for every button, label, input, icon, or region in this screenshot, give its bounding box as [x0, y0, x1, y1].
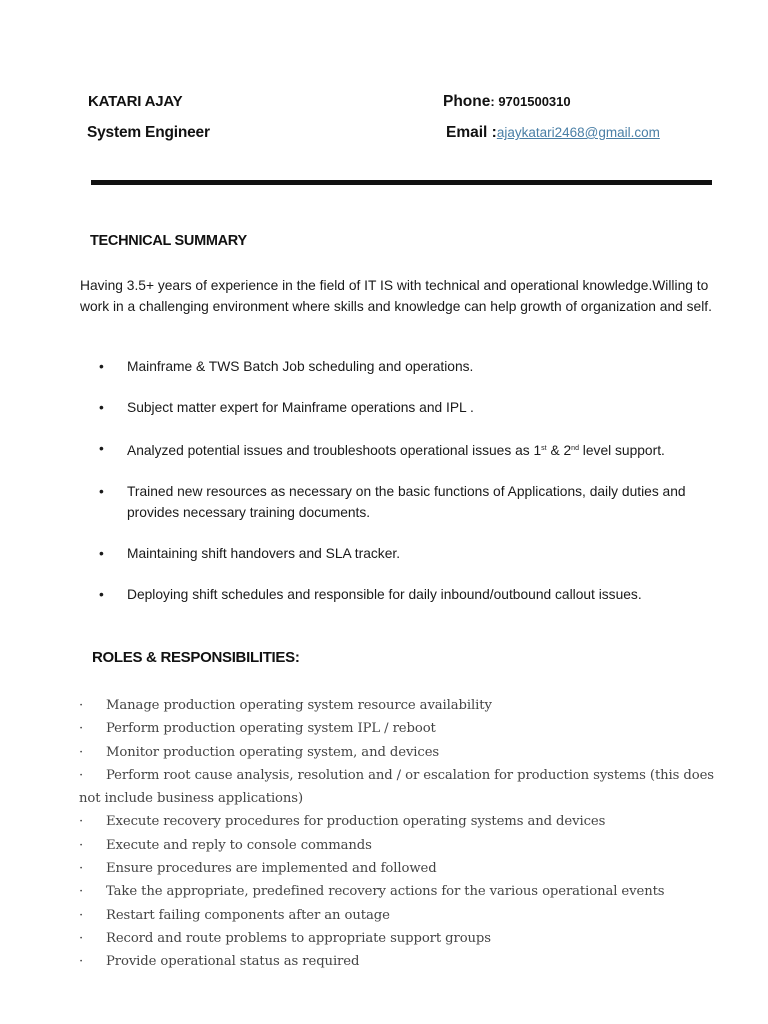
bullet-icon: •: [99, 586, 104, 602]
email-link[interactable]: ajaykatari2468@gmail.com: [496, 125, 660, 140]
bullet-icon: ·: [79, 744, 84, 760]
list-item: · Restart failing components after an outage: [79, 904, 719, 927]
roles-list: [79, 694, 719, 974]
bullet-icon: •: [99, 545, 104, 561]
list-item: • Trained new resources as necessary on the basic functions of Applications, daily duties and provides necessary training documents.: [99, 484, 686, 520]
bullet-icon: ·: [79, 884, 84, 900]
bullet-icon: ·: [79, 837, 84, 853]
list-item: · Perform root cause analysis, resolution and / or escalation for production systems (this does not include business applications): [79, 764, 719, 811]
list-item: • Analyzed potential issues and troubleshoots operational issues as 1st & 2nd level support.: [99, 441, 665, 458]
candidate-name: KATARI AJAY: [88, 93, 183, 110]
bullet-icon: ·: [79, 930, 84, 946]
list-item: · Provide operational status as required: [79, 950, 719, 973]
roles-heading: ROLES & RESPONSIBILITIES:: [92, 649, 300, 666]
bullet-icon: ·: [79, 861, 84, 877]
list-item: · Perform production operating system IPL / reboot: [79, 717, 719, 740]
bullet-icon: •: [99, 359, 104, 374]
bullet-icon: •: [99, 484, 104, 499]
list-item: · Execute and reply to console commands: [79, 834, 719, 857]
list-item: · Ensure procedures are implemented and followed: [79, 857, 719, 880]
list-item: • Subject matter expert for Mainframe operations and IPL .: [80, 398, 720, 419]
summary-bullet-list: [80, 357, 720, 626]
phone-label: Phone: [443, 93, 491, 110]
list-item: · Record and route problems to appropriate support groups: [79, 927, 719, 950]
bullet-icon: ·: [79, 954, 84, 970]
job-title: System Engineer: [87, 124, 210, 141]
bullet-icon: •: [99, 441, 104, 456]
email-label: Email :: [446, 124, 497, 141]
bullet-icon: ·: [79, 721, 84, 737]
bullet-icon: ·: [79, 907, 84, 923]
bullet-icon: ·: [79, 698, 84, 713]
list-item: • Maintaining shift handovers and SLA tracker.: [80, 544, 720, 565]
list-item: • Mainframe & TWS Batch Job scheduling and operations.: [80, 357, 720, 378]
list-item: · Take the appropriate, predefined recovery actions for the various operational events: [79, 880, 719, 903]
technical-summary-heading: TECHNICAL SUMMARY: [90, 233, 247, 249]
email-line: [446, 124, 660, 142]
phone-value: : 9701500310: [490, 94, 571, 109]
bullet-icon: ·: [79, 814, 84, 830]
list-item: • Deploying shift schedules and responsible for daily inbound/outbound callout issues.: [80, 585, 720, 606]
list-item: · Manage production operating system resource availability: [79, 694, 719, 717]
header-divider: [91, 180, 712, 185]
bullet-icon: •: [99, 400, 104, 415]
phone-line: [443, 93, 571, 111]
summary-paragraph: Having 3.5+ years of experience in the field of IT IS with technical and operational knowledge.Willing to work in a challenging environment where skills and knowledge can help growth of organization and self.: [80, 278, 712, 314]
bullet-icon: ·: [79, 767, 84, 783]
list-item: · Monitor production operating system, and devices: [79, 741, 719, 764]
list-item: · Execute recovery procedures for production operating systems and devices: [79, 810, 719, 833]
